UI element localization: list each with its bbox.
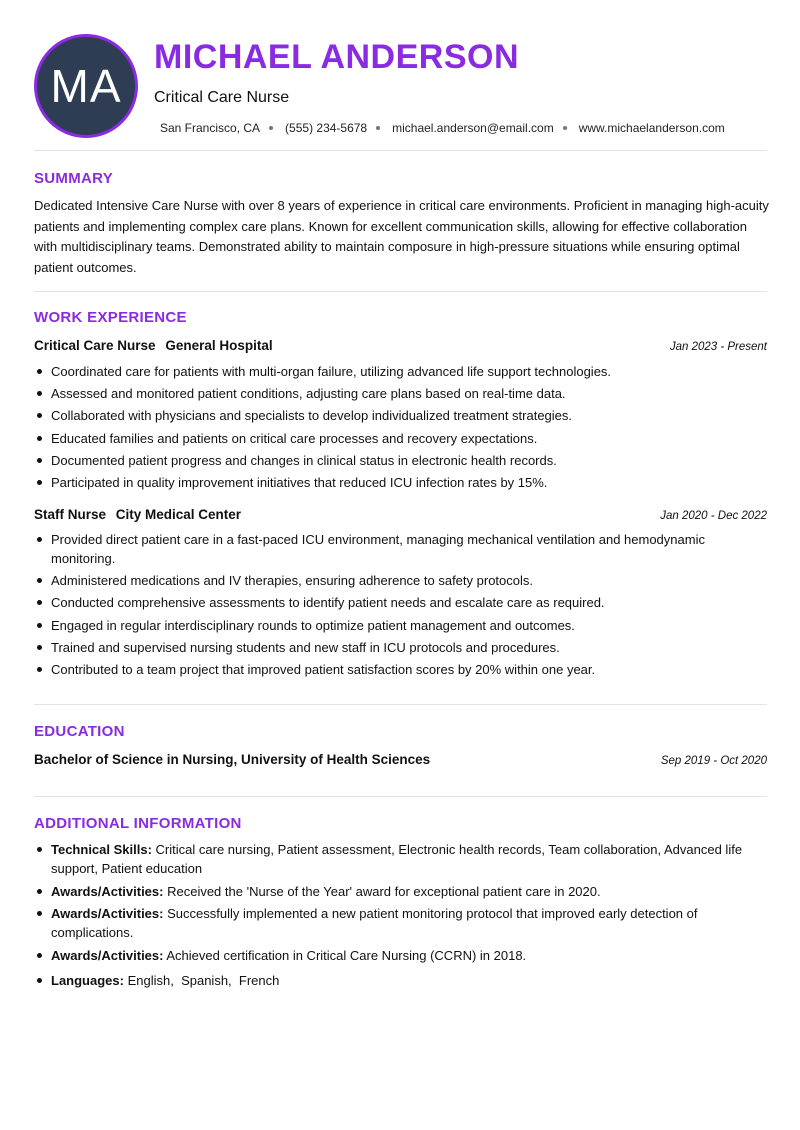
list-item	[34, 882, 767, 901]
additional-list	[34, 840, 767, 993]
list-item: Collaborated with physicians and specialists to develop individualized treatment strategies.	[34, 406, 767, 425]
list-item	[34, 904, 767, 942]
candidate-name: MICHAEL ANDERSON	[154, 38, 520, 76]
job-title	[34, 507, 241, 522]
list-item: Trained and supervised nursing students and new staff in ICU protocols and procedures.	[34, 638, 767, 657]
contact-email[interactable]: michael.anderson@email.com	[392, 121, 554, 135]
contact-phone: (555) 234-5678	[285, 121, 368, 135]
list-item: Contributed to a team project that improved patient satisfaction scores by 20% within one year.	[34, 660, 767, 679]
avatar-initials: MA	[50, 60, 122, 112]
job-header	[34, 338, 767, 353]
item-label: Awards/Activities:	[51, 906, 164, 921]
divider	[34, 291, 767, 292]
contact-line	[160, 121, 725, 135]
job-bullets	[34, 362, 767, 495]
item-text: Received the 'Nurse of the Year' award for exceptional patient care in 2020.	[167, 883, 601, 899]
list-item: Administered medications and IV therapies, ensuring adherence to safety protocols.	[34, 571, 767, 590]
divider	[34, 150, 767, 151]
contact-separator	[269, 126, 273, 130]
contact-separator	[376, 126, 380, 130]
list-item: Participated in quality improvement initiatives that reduced ICU infection rates by 15%.	[34, 473, 767, 492]
item-text: Successfully implemented a new patient monitoring protocol that improved early detection of complications.	[51, 906, 698, 940]
candidate-role: Critical Care Nurse	[154, 89, 290, 106]
list-item	[34, 946, 767, 965]
education-degree: Bachelor of Science in Nursing, University of Health Sciences	[34, 752, 431, 767]
list-item: Assessed and monitored patient conditions, adjusting care plans based on real-time data.	[34, 384, 767, 403]
item-label: Awards/Activities:	[51, 947, 164, 963]
job-dates: Jan 2020 - Dec 2022	[660, 510, 767, 522]
education-heading: EDUCATION	[34, 723, 125, 740]
item-label: Languages:	[51, 972, 124, 988]
job-position: Staff Nurse	[34, 507, 107, 522]
item-text: English, Spanish, French	[127, 972, 280, 988]
job-position: Critical Care Nurse	[34, 338, 156, 353]
job-header	[34, 507, 767, 522]
summary-text: Dedicated Intensive Care Nurse with over 8 years of experience in critical care environments. Proficient in managing high-acuity patients and implementing complex care plans. Known for excellent communication skills, allowing for effective collaboration with multidisciplinary teams. Demonstrated ability to maintain composure in high-pressure situations while ensuring optimal patient outcomes.	[34, 198, 769, 275]
item-label: Technical Skills:	[51, 842, 152, 857]
list-item	[34, 971, 767, 990]
contact-location: San Francisco, CA	[160, 121, 261, 135]
divider	[34, 704, 767, 705]
divider	[34, 796, 767, 797]
job-title	[34, 338, 273, 353]
job-bullets	[34, 530, 767, 682]
job-organization: General Hospital	[165, 338, 273, 353]
job-dates: Jan 2023 - Present	[669, 341, 767, 353]
list-item	[34, 840, 767, 878]
additional-heading: ADDITIONAL INFORMATION	[34, 815, 242, 832]
item-text: Critical care nursing, Patient assessment, Electronic health records, Team collaboration, Advanced life support, Patient education	[51, 842, 743, 876]
list-item: Provided direct patient care in a fast-paced ICU environment, managing mechanical ventilation and hemodynamic monitoring.	[34, 530, 767, 568]
experience-heading: WORK EXPERIENCE	[34, 309, 187, 326]
item-label: Awards/Activities:	[51, 883, 164, 899]
list-item: Conducted comprehensive assessments to identify patient needs and escalate care as required.	[34, 593, 767, 612]
summary-heading: SUMMARY	[34, 170, 114, 187]
education-entry	[34, 752, 767, 767]
list-item: Engaged in regular interdisciplinary rounds to optimize patient management and outcomes.	[34, 616, 767, 635]
list-item: Educated families and patients on critical care processes and recovery expectations.	[34, 429, 767, 448]
avatar	[34, 34, 138, 138]
list-item: Coordinated care for patients with multi-organ failure, utilizing advanced life support technologies.	[34, 362, 767, 381]
contact-website[interactable]: www.michaelanderson.com	[578, 121, 725, 135]
job-organization: City Medical Center	[115, 507, 242, 522]
contact-separator	[563, 126, 567, 130]
education-dates: Sep 2019 - Oct 2020	[660, 755, 767, 767]
item-text: Achieved certification in Critical Care Nursing (CCRN) in 2018.	[166, 947, 527, 963]
list-item: Documented patient progress and changes in clinical status in electronic health records.	[34, 451, 767, 470]
